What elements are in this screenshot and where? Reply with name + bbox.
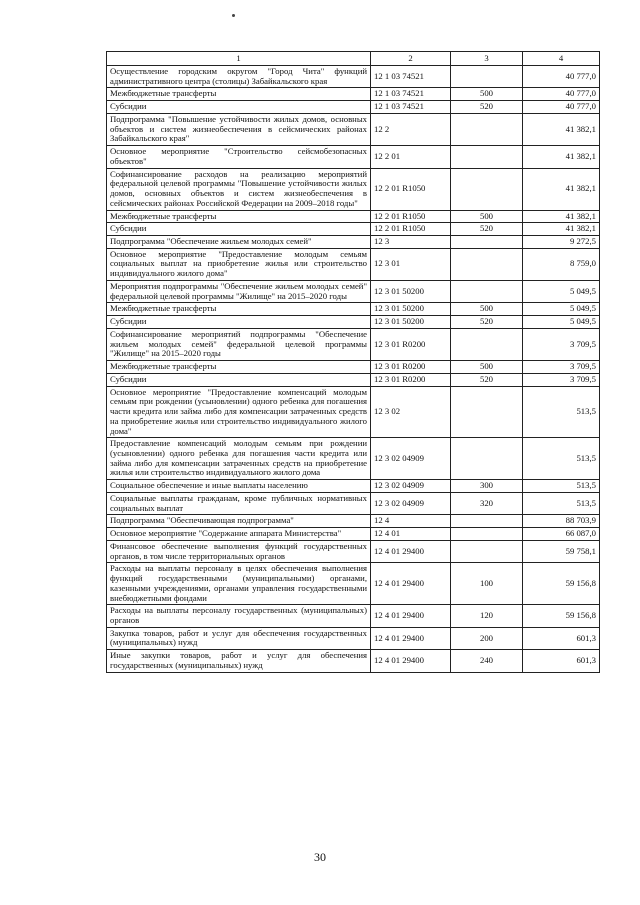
row-code: 12 4 01 [371, 528, 451, 541]
row-amount: 88 703,9 [523, 515, 600, 528]
row-expense-type [451, 168, 523, 210]
table-row [107, 540, 600, 562]
row-code: 12 4 [371, 515, 451, 528]
row-name: Субсидии [107, 373, 371, 386]
table-row [107, 236, 600, 249]
table-row [107, 168, 600, 210]
row-name: Межбюджетные трансферты [107, 210, 371, 223]
table-row [107, 373, 600, 386]
row-name: Подпрограмма "Обеспечивающая подпрограмма" [107, 515, 371, 528]
row-name: Предоставление компенсаций молодым семьям при рождении (усыновлении) одного ребенка для погашения части кредита или займа либо для компенсации затраченных средств на приобретение жилья или строительство индивидуального жилого дома [107, 438, 371, 480]
row-expense-type: 240 [451, 650, 523, 672]
row-amount: 40 777,0 [523, 101, 600, 114]
header-col-2: 2 [371, 52, 451, 66]
row-amount: 8 759,0 [523, 248, 600, 280]
row-code: 12 3 02 04909 [371, 480, 451, 493]
table-row [107, 88, 600, 101]
row-amount: 3 709,5 [523, 373, 600, 386]
row-amount: 9 272,5 [523, 236, 600, 249]
row-expense-type [451, 386, 523, 438]
table-row [107, 492, 600, 514]
row-code: 12 3 01 R0200 [371, 373, 451, 386]
row-expense-type [451, 236, 523, 249]
row-code: 12 2 01 R1050 [371, 168, 451, 210]
scan-speck [232, 14, 235, 17]
header-col-4: 4 [523, 52, 600, 66]
row-expense-type [451, 328, 523, 360]
row-amount: 41 382,1 [523, 168, 600, 210]
row-expense-type [451, 540, 523, 562]
table-row [107, 605, 600, 627]
row-expense-type: 300 [451, 480, 523, 493]
row-expense-type: 500 [451, 210, 523, 223]
row-name: Социальное обеспечение и иные выплаты населению [107, 480, 371, 493]
row-amount: 41 382,1 [523, 223, 600, 236]
table-row [107, 303, 600, 316]
table-row [107, 316, 600, 329]
row-name: Основное мероприятие "Предоставление компенсаций молодым семьям при рождении (усыновлении) одного ребенка для погашения части кредита или займа либо для компенсации затраченных средств на приобретение жилья или строительство индивидуального жилого дома" [107, 386, 371, 438]
row-expense-type [451, 248, 523, 280]
row-amount: 5 049,5 [523, 280, 600, 302]
table-row [107, 113, 600, 145]
table-row [107, 386, 600, 438]
table-row [107, 515, 600, 528]
row-expense-type: 320 [451, 492, 523, 514]
row-code: 12 3 01 R0200 [371, 328, 451, 360]
row-name: Основное мероприятие "Предоставление молодым семьям социальных выплат на приобретение жилья или строительство индивидуального жилого дома" [107, 248, 371, 280]
row-amount: 513,5 [523, 480, 600, 493]
table-row [107, 280, 600, 302]
row-name: Субсидии [107, 101, 371, 114]
row-code: 12 3 01 50200 [371, 316, 451, 329]
table-row [107, 210, 600, 223]
row-code: 12 2 01 R1050 [371, 210, 451, 223]
row-code: 12 3 01 [371, 248, 451, 280]
row-code: 12 2 01 [371, 146, 451, 168]
row-code: 12 4 01 29400 [371, 627, 451, 649]
header-col-1: 1 [107, 52, 371, 66]
page-number: 30 [314, 850, 326, 864]
row-code: 12 1 03 74521 [371, 88, 451, 101]
table-row [107, 66, 600, 88]
row-amount: 5 049,5 [523, 316, 600, 329]
row-expense-type: 520 [451, 316, 523, 329]
row-code: 12 4 01 29400 [371, 605, 451, 627]
row-expense-type: 500 [451, 361, 523, 374]
row-code: 12 3 02 [371, 386, 451, 438]
table-row [107, 361, 600, 374]
row-amount: 59 156,8 [523, 563, 600, 605]
row-code: 12 3 [371, 236, 451, 249]
header-col-3: 3 [451, 52, 523, 66]
row-expense-type: 520 [451, 373, 523, 386]
row-code: 12 2 01 R1050 [371, 223, 451, 236]
table-row [107, 563, 600, 605]
row-name: Иные закупки товаров, работ и услуг для обеспечения государственных (муниципальных) нужд [107, 650, 371, 672]
row-name: Расходы на выплаты персоналу в целях обеспечения выполнения функций государственными (муниципальными) органами, казенными учреждениями, органами управления государственными внебюджетными фондами [107, 563, 371, 605]
budget-table-body [107, 52, 600, 673]
row-amount: 3 709,5 [523, 328, 600, 360]
budget-table [106, 51, 600, 673]
row-amount: 41 382,1 [523, 210, 600, 223]
row-expense-type: 520 [451, 101, 523, 114]
table-row [107, 328, 600, 360]
table-row [107, 101, 600, 114]
row-amount: 41 382,1 [523, 146, 600, 168]
row-code: 12 3 02 04909 [371, 438, 451, 480]
table-row [107, 438, 600, 480]
row-amount: 41 382,1 [523, 113, 600, 145]
row-amount: 513,5 [523, 438, 600, 480]
row-expense-type: 500 [451, 88, 523, 101]
row-name: Социальные выплаты гражданам, кроме публичных нормативных социальных выплат [107, 492, 371, 514]
row-expense-type [451, 113, 523, 145]
table-row [107, 627, 600, 649]
row-expense-type: 520 [451, 223, 523, 236]
row-amount: 66 087,0 [523, 528, 600, 541]
row-expense-type [451, 528, 523, 541]
row-expense-type: 100 [451, 563, 523, 605]
row-name: Подпрограмма "Повышение устойчивости жилых домов, основных объектов и систем жизнеобеспечения в сейсмических районах Забайкальского края" [107, 113, 371, 145]
table-row [107, 146, 600, 168]
row-name: Межбюджетные трансферты [107, 88, 371, 101]
row-amount: 513,5 [523, 386, 600, 438]
row-amount: 40 777,0 [523, 66, 600, 88]
row-expense-type: 500 [451, 303, 523, 316]
row-name: Финансовое обеспечение выполнения функций государственных органов, в том числе территориальных органов [107, 540, 371, 562]
row-name: Мероприятия подпрограммы "Обеспечение жильем молодых семей" федеральной целевой программы "Жилище" на 2015–2020 годы [107, 280, 371, 302]
row-amount: 601,3 [523, 627, 600, 649]
row-name: Основное мероприятие "Содержание аппарата Министерства" [107, 528, 371, 541]
table-row [107, 528, 600, 541]
row-name: Осуществление городским округом "Город Чита" функций административного центра (столицы) Забайкальского края [107, 66, 371, 88]
row-amount: 59 758,1 [523, 540, 600, 562]
table-row [107, 248, 600, 280]
row-amount: 513,5 [523, 492, 600, 514]
table-row [107, 480, 600, 493]
row-expense-type [451, 438, 523, 480]
row-expense-type: 200 [451, 627, 523, 649]
row-name: Межбюджетные трансферты [107, 361, 371, 374]
row-amount: 59 156,8 [523, 605, 600, 627]
row-amount: 3 709,5 [523, 361, 600, 374]
row-expense-type [451, 515, 523, 528]
row-amount: 601,3 [523, 650, 600, 672]
row-code: 12 1 03 74521 [371, 66, 451, 88]
row-code: 12 1 03 74521 [371, 101, 451, 114]
row-name: Расходы на выплаты персоналу государственных (муниципальных) органов [107, 605, 371, 627]
row-code: 12 4 01 29400 [371, 540, 451, 562]
row-name: Софинансирование расходов на реализацию мероприятий федеральной целевой программы "Повышение устойчивости жилых домов, основных объектов и систем жизнеобеспечения в сейсмических районах Российской Федерации на 2009–2018 годы" [107, 168, 371, 210]
table-row [107, 650, 600, 672]
row-name: Подпрограмма "Обеспечение жильем молодых семей" [107, 236, 371, 249]
row-name: Основное мероприятие "Строительство сейсмобезопасных объектов" [107, 146, 371, 168]
header-row [107, 52, 600, 66]
row-name: Закупка товаров, работ и услуг для обеспечения государственных (муниципальных) нужд [107, 627, 371, 649]
row-name: Межбюджетные трансферты [107, 303, 371, 316]
row-expense-type [451, 66, 523, 88]
row-code: 12 3 01 R0200 [371, 361, 451, 374]
row-name: Субсидии [107, 316, 371, 329]
row-name: Софинансирование мероприятий подпрограммы "Обеспечение жильем молодых семей" федеральной целевой программы "Жилище" на 2015–2020 годы [107, 328, 371, 360]
row-code: 12 4 01 29400 [371, 650, 451, 672]
row-name: Субсидии [107, 223, 371, 236]
row-expense-type [451, 146, 523, 168]
row-expense-type: 120 [451, 605, 523, 627]
row-amount: 40 777,0 [523, 88, 600, 101]
row-expense-type [451, 280, 523, 302]
table-row [107, 223, 600, 236]
row-amount: 5 049,5 [523, 303, 600, 316]
row-code: 12 3 02 04909 [371, 492, 451, 514]
row-code: 12 3 01 50200 [371, 280, 451, 302]
row-code: 12 4 01 29400 [371, 563, 451, 605]
row-code: 12 3 01 50200 [371, 303, 451, 316]
row-code: 12 2 [371, 113, 451, 145]
